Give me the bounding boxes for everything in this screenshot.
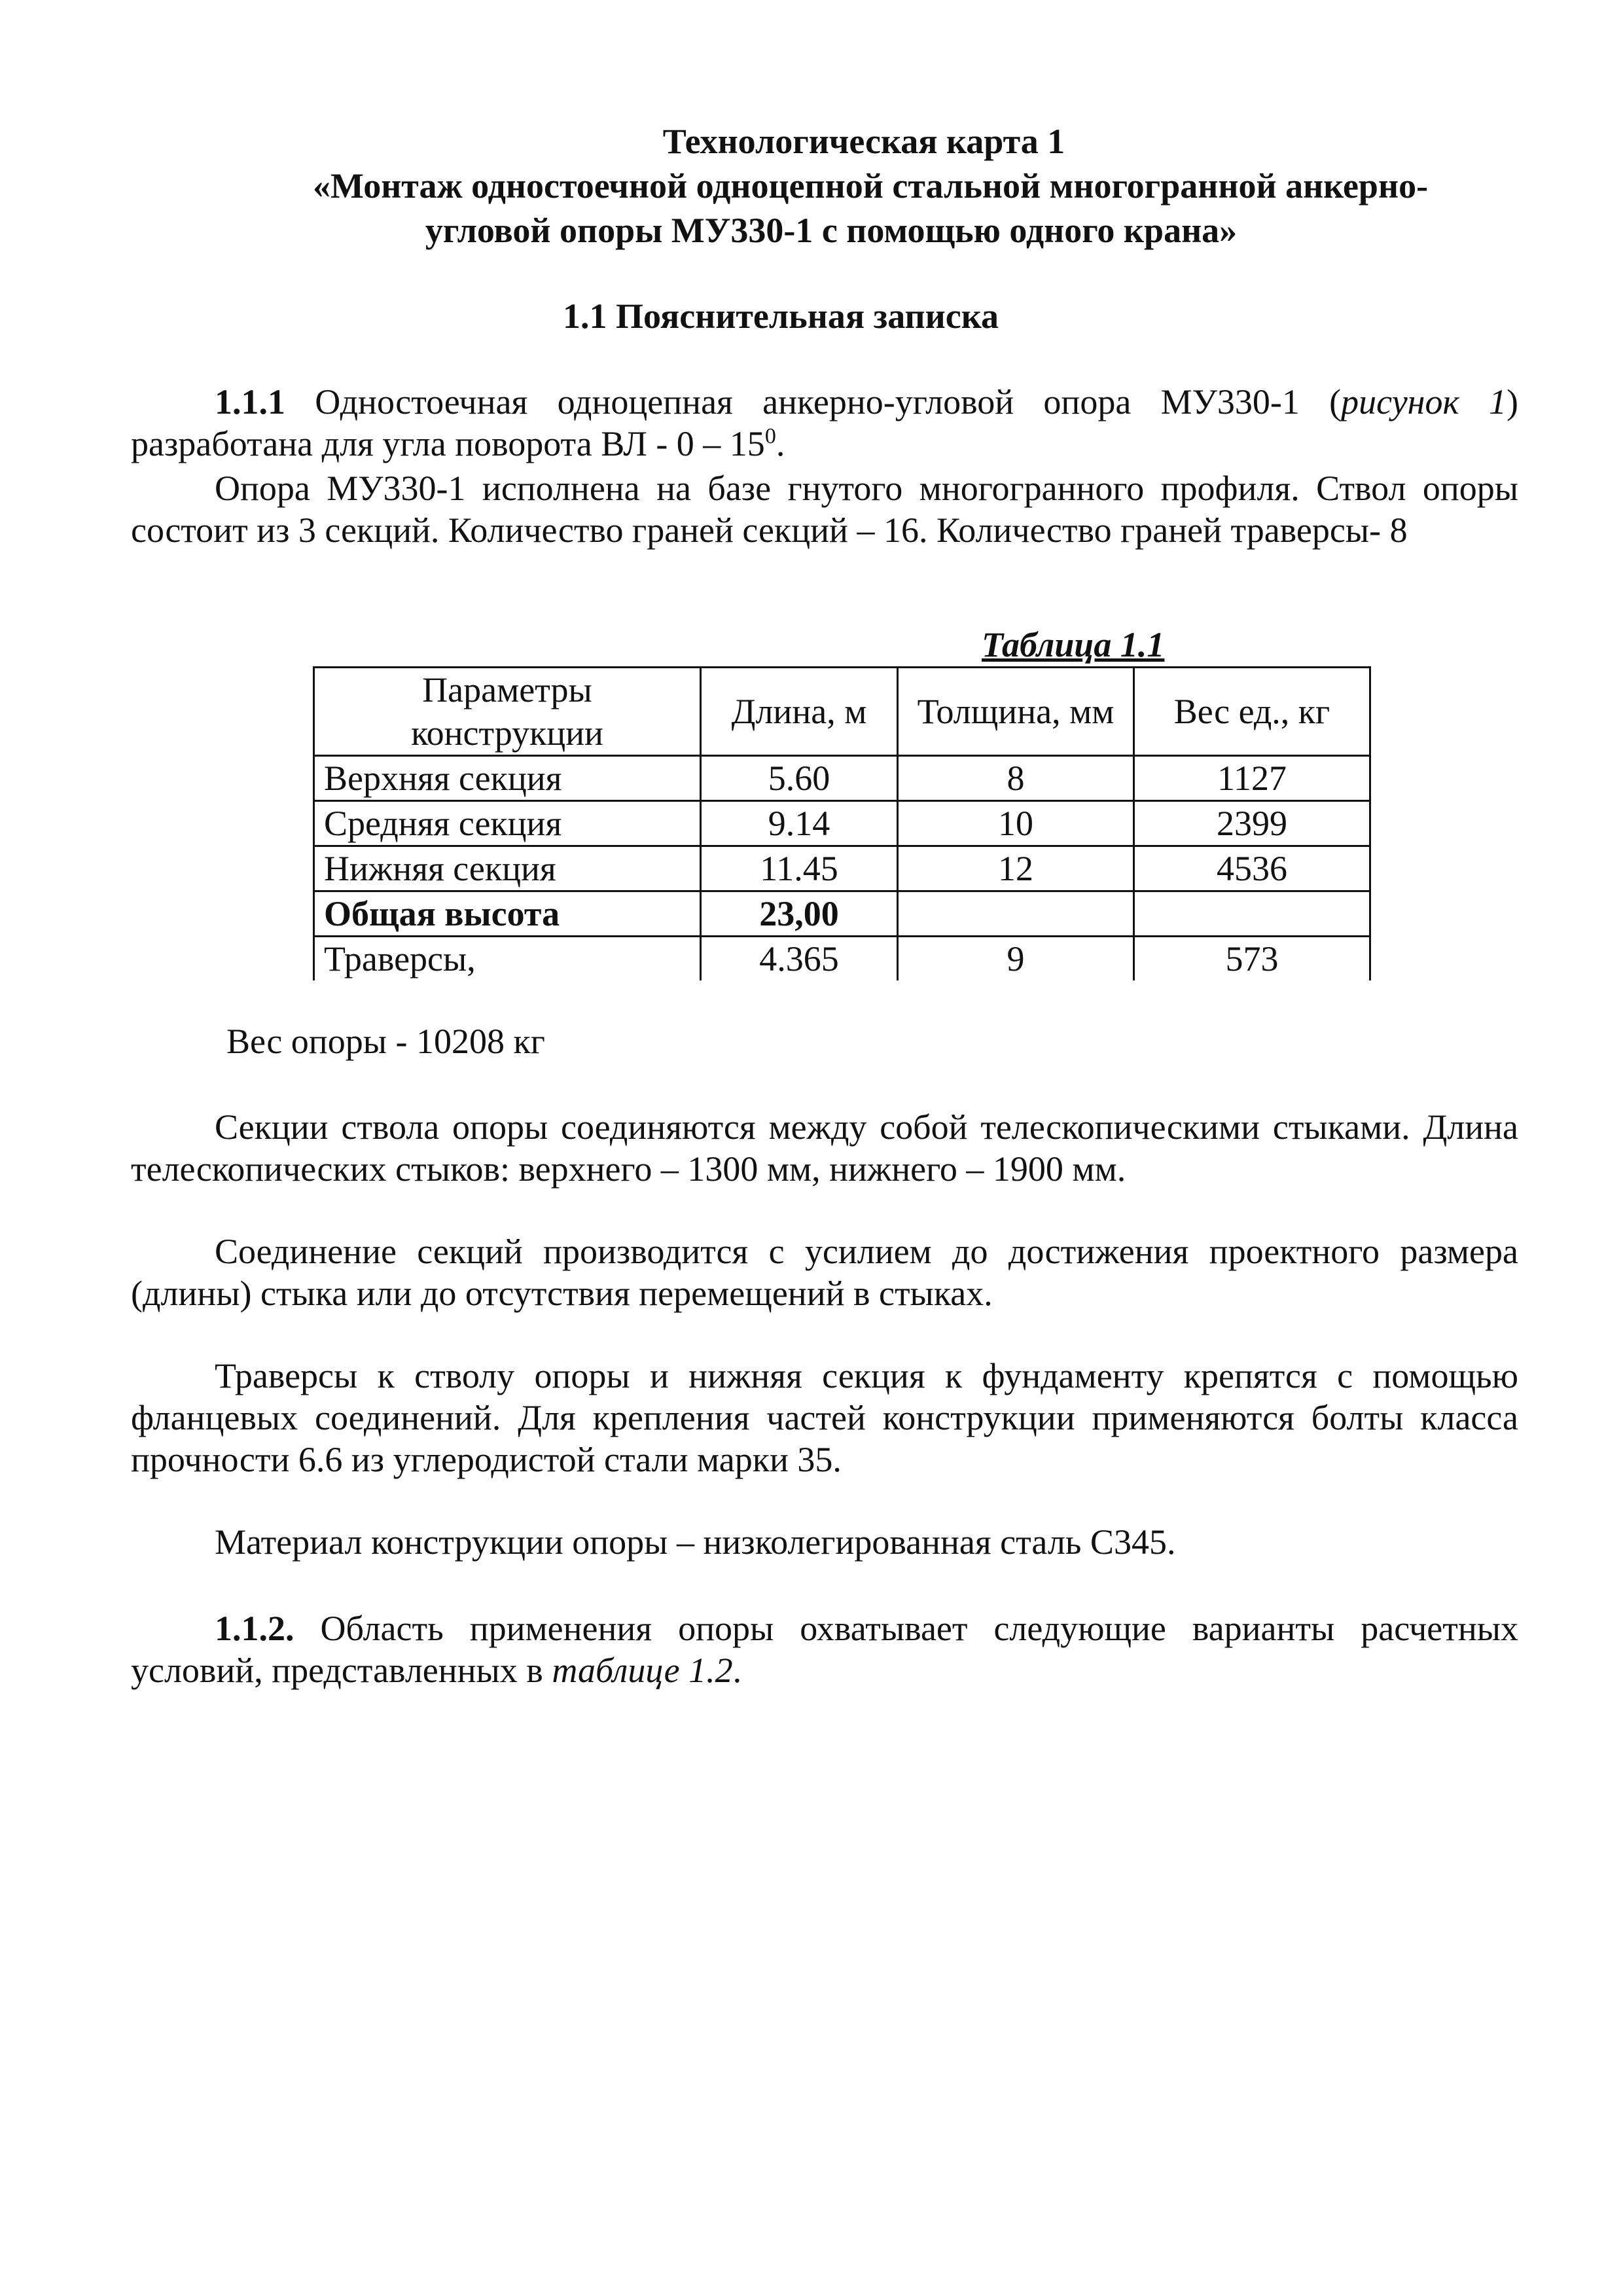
- paragraph-connection: [131, 1230, 1518, 1314]
- table-row-total: [314, 891, 1370, 937]
- title-line-2: «Монтаж одностоечной одноцепной стальной многогранной анкерно-: [312, 166, 1429, 206]
- table-header-cell: Вес ед., кг: [1134, 668, 1370, 756]
- paragraph-text: Соединение секций производится с усилием до достижения проектного размера (длины) стыка или до отсутствия перемещений в стыках.: [131, 1232, 1518, 1313]
- table-row: [314, 937, 1370, 981]
- table-cell: 11.45: [701, 846, 898, 891]
- paragraph-text: Опора МУ330-1 исполнена на базе гнутого многогранного профиля. Ствол опоры состоит из 3 секций. Количество граней секций – 16. Количество граней траверсы- 8: [131, 469, 1518, 550]
- table-cell: Средняя секция: [314, 801, 701, 846]
- degree-superscript: 0: [764, 424, 776, 448]
- table-cell: Траверсы,: [314, 937, 701, 981]
- paragraph-text: ) разработана для угла поворота ВЛ - 0 – 15: [131, 382, 1518, 463]
- table-header-cell: Длина, м: [701, 668, 898, 756]
- total-weight: Вес опоры - 10208 кг: [226, 1022, 545, 1061]
- document-title: [196, 119, 1505, 253]
- table-reference: таблице 1.2: [552, 1651, 733, 1690]
- paragraph-text: Материал конструкции опоры – низколегированная сталь С345.: [215, 1522, 1176, 1562]
- paragraph-text: .: [776, 424, 785, 463]
- table-header-row: [314, 668, 1370, 756]
- table-cell: 4536: [1134, 846, 1370, 891]
- paragraph-flanges: [131, 1355, 1518, 1480]
- table-row: [314, 801, 1370, 846]
- table-row: [314, 756, 1370, 801]
- table-cell: 9: [898, 937, 1134, 981]
- table-cell: 4.365: [701, 937, 898, 981]
- table-cell: 8: [898, 756, 1134, 801]
- table-caption: Таблица 1.1: [982, 625, 1165, 664]
- table-header-cell: Параметры конструкции: [314, 668, 701, 756]
- table-cell: 23,00: [701, 891, 898, 937]
- paragraph-joints: [131, 1106, 1518, 1190]
- table-row: [314, 846, 1370, 891]
- table-header-cell: Толщина, мм: [898, 668, 1134, 756]
- parameters-table: [313, 666, 1371, 980]
- figure-reference: рисунок 1: [1341, 382, 1507, 422]
- paragraph-material: [131, 1521, 1518, 1563]
- table-cell: 1127: [1134, 756, 1370, 801]
- table-cell: 5.60: [701, 756, 898, 801]
- paragraph-text: Траверсы к стволу опоры и нижняя секция к фундаменту крепятся с помощью фланцевых соединений. Для крепления частей конструкции применяются болты класса прочности 6.6 из углеродистой стали марки 35.: [131, 1356, 1518, 1479]
- table-cell: 12: [898, 846, 1134, 891]
- clause-number: 1.1.2.: [215, 1609, 294, 1648]
- paragraph-text: Область применения опоры охватывает следующие варианты расчетных условий, представленных в: [131, 1609, 1518, 1690]
- paragraph-text: Одностоечная одноцепная анкерно-угловой опора МУ330-1 (: [285, 382, 1342, 422]
- paragraph-design: [131, 467, 1518, 551]
- paragraph-1-1-2: [131, 1607, 1518, 1691]
- table-cell: [898, 891, 1134, 937]
- paragraph-text: .: [732, 1651, 742, 1690]
- paragraph-text: Секции ствола опоры соединяются между собой телескопическими стыками. Длина телескопических стыков: верхнего – 1300 мм, нижнего – 1900 мм.: [131, 1107, 1518, 1189]
- section-title: 1.1 Пояснительная записка: [563, 296, 999, 336]
- clause-number: 1.1.1: [215, 382, 285, 422]
- table-cell: Верхняя секция: [314, 756, 701, 801]
- table-cell: 2399: [1134, 801, 1370, 846]
- table-cell: Общая высота: [314, 891, 701, 937]
- table-cell: 573: [1134, 937, 1370, 981]
- table-cell: Нижняя секция: [314, 846, 701, 891]
- title-line-3: угловой опоры МУ330-1 с помощью одного крана»: [425, 211, 1238, 250]
- title-line-1: Технологическая карта 1: [662, 122, 1065, 161]
- table-cell: 9.14: [701, 801, 898, 846]
- table-cell: [1134, 891, 1370, 937]
- table-cell: 10: [898, 801, 1134, 846]
- paragraph-1-1-1: [131, 381, 1518, 465]
